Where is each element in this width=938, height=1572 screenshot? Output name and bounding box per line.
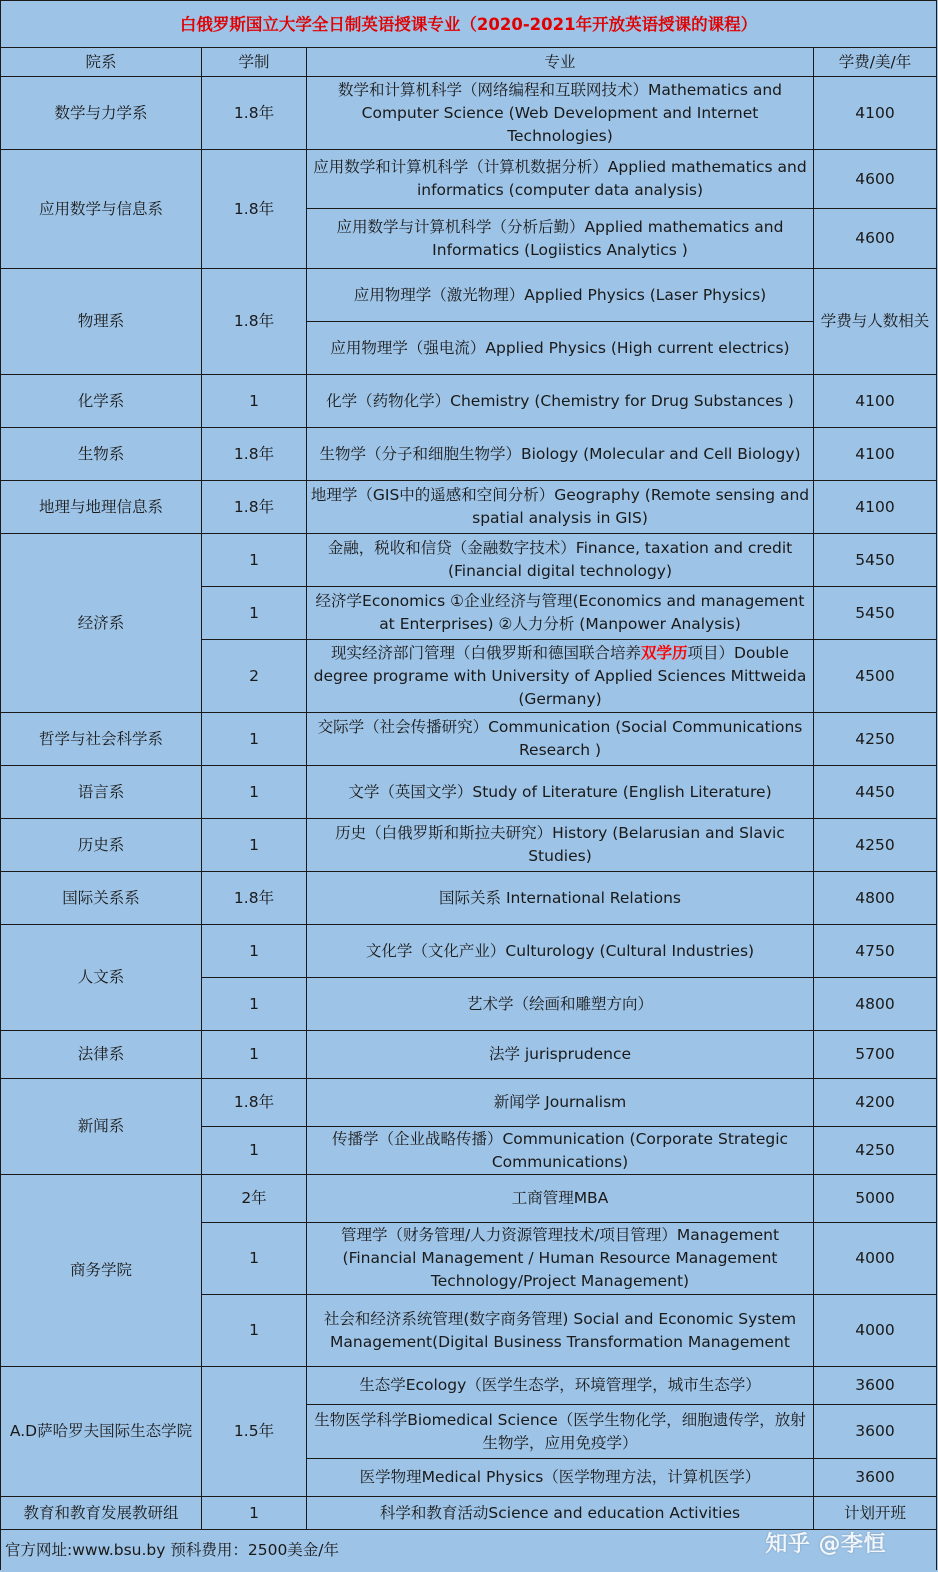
major-cell: 社会和经济系统管理(数字商务管理) Social and Economic System Management(Digital Business Transformation Management: [307, 1295, 814, 1367]
major-cell: 科学和教育活动Science and education Activities: [307, 1497, 814, 1530]
major-text-pre: 现实经济部门管理（白俄罗斯和德国联合培养: [331, 643, 642, 662]
header-fee: 学费/美/年: [814, 48, 937, 77]
duration-cell: 1: [202, 713, 307, 766]
major-cell: 应用数学与计算机科学（分析后勤）Applied mathematics and Informatics (Logiistics Analytics ): [307, 209, 814, 269]
duration-cell: 1: [202, 1127, 307, 1175]
dept-cell: 生物系: [1, 428, 202, 481]
duration-cell: 1: [202, 1223, 307, 1295]
table-row: [1, 375, 937, 428]
fee-cell: 3600: [814, 1459, 937, 1497]
dept-cell: 法律系: [1, 1031, 202, 1079]
fee-cell: 4000: [814, 1295, 937, 1367]
dept-cell: 经济系: [1, 534, 202, 713]
fee-cell: 4750: [814, 925, 937, 978]
major-cell: 历史（白俄罗斯和斯拉夫研究）History (Belarusian and Slavic Studies): [307, 819, 814, 872]
table-row: [1, 1367, 937, 1405]
major-cell: 医学物理Medical Physics（医学物理方法，计算机医学）: [307, 1459, 814, 1497]
major-cell: 数学和计算机科学（网络编程和互联网技术）Mathematics and Computer Science (Web Development and Internet Technologies): [307, 77, 814, 150]
header-row: [1, 48, 937, 77]
dept-cell: 人文系: [1, 925, 202, 1031]
table-title: 白俄罗斯国立大学全日制英语授课专业（2020-2021年开放英语授课的课程）: [1, 1, 937, 48]
major-cell: 工商管理MBA: [307, 1175, 814, 1223]
header-dept: 院系: [1, 48, 202, 77]
table-row: [1, 872, 937, 925]
fee-cell: 4800: [814, 872, 937, 925]
duration-cell: 1.8年: [202, 150, 307, 269]
major-cell: 管理学（财务管理/人力资源管理技术/项目管理）Management (Financial Management / Human Resource Management Technology/Project Management): [307, 1223, 814, 1295]
dept-cell: 地理与地理信息系: [1, 481, 202, 534]
table-row: [1, 766, 937, 819]
fee-cell: 4100: [814, 428, 937, 481]
dept-cell: 商务学院: [1, 1175, 202, 1367]
table-row: [1, 1031, 937, 1079]
duration-cell: 1: [202, 1031, 307, 1079]
table-row: [1, 150, 937, 209]
table-row: [1, 819, 937, 872]
duration-cell: 1: [202, 1497, 307, 1530]
table-row: [1, 925, 937, 978]
duration-cell: 1: [202, 534, 307, 587]
major-cell: 新闻学 Journalism: [307, 1079, 814, 1127]
duration-cell: 1.8年: [202, 428, 307, 481]
major-cell: 文学（英国文学）Study of Literature (English Literature): [307, 766, 814, 819]
duration-cell: 1: [202, 375, 307, 428]
major-cell: 应用物理学（激光物理）Applied Physics (Laser Physics): [307, 269, 814, 322]
duration-cell: 1.8年: [202, 269, 307, 375]
zhihu-watermark: 知乎 @李恒: [765, 1532, 886, 1557]
fee-cell: 4800: [814, 978, 937, 1031]
fee-cell: 计划开班: [814, 1497, 937, 1530]
fee-cell: 4250: [814, 713, 937, 766]
dept-cell: A.D萨哈罗夫国际生态学院: [1, 1367, 202, 1497]
dept-cell: 语言系: [1, 766, 202, 819]
table-row: [1, 269, 937, 322]
duration-cell: 1.8年: [202, 77, 307, 150]
table-row: [1, 1175, 937, 1223]
fee-cell: 4100: [814, 77, 937, 150]
duration-cell: 1: [202, 925, 307, 978]
fee-cell: 4600: [814, 150, 937, 209]
fee-cell: 5450: [814, 534, 937, 587]
double-degree-highlight: 双学历: [641, 643, 688, 662]
fee-cell: 5000: [814, 1175, 937, 1223]
fee-cell: 4100: [814, 375, 937, 428]
duration-cell: 1: [202, 1295, 307, 1367]
major-cell: 经济学Economics ①企业经济与管理(Economics and management at Enterprises) ②人力分析 (Manpower Analysis): [307, 587, 814, 640]
fee-cell: 4100: [814, 481, 937, 534]
duration-cell: 1: [202, 587, 307, 640]
major-cell: 艺术学（绘画和雕塑方向）: [307, 978, 814, 1031]
duration-cell: 1.8年: [202, 1079, 307, 1127]
table-row: [1, 1079, 937, 1127]
duration-cell: 1: [202, 766, 307, 819]
fee-cell: 4250: [814, 819, 937, 872]
footer-note: 官方网址:www.bsu.by 预科费用：2500美金/年: [1, 1530, 937, 1571]
fee-cell: 4600: [814, 209, 937, 269]
table-row: [1, 713, 937, 766]
major-cell: 生物医学科学Biomedical Science（医学生物化学，细胞遗传学，放射生物学，应用免疫学）: [307, 1405, 814, 1459]
major-cell: 地理学（GIS中的遥感和空间分析）Geography (Remote sensing and spatial analysis in GIS): [307, 481, 814, 534]
duration-cell: 1.5年: [202, 1367, 307, 1497]
major-cell: 交际学（社会传播研究）Communication (Social Communications Research ): [307, 713, 814, 766]
fee-cell: 4500: [814, 640, 937, 713]
fee-cell: 4200: [814, 1079, 937, 1127]
dept-cell: 国际关系系: [1, 872, 202, 925]
fee-cell: 4450: [814, 766, 937, 819]
dept-cell: 物理系: [1, 269, 202, 375]
dept-cell: 数学与力学系: [1, 77, 202, 150]
header-major: 专业: [307, 48, 814, 77]
major-cell: 生态学Ecology（医学生态学，环境管理学，城市生态学）: [307, 1367, 814, 1405]
header-duration: 学制: [202, 48, 307, 77]
fee-cell: 5450: [814, 587, 937, 640]
fee-cell: 3600: [814, 1367, 937, 1405]
table-row: [1, 481, 937, 534]
duration-cell: 1: [202, 978, 307, 1031]
major-cell: 应用物理学（强电流）Applied Physics (High current electrics): [307, 322, 814, 375]
dept-cell: 化学系: [1, 375, 202, 428]
major-cell: 生物学（分子和细胞生物学）Biology (Molecular and Cell Biology): [307, 428, 814, 481]
table-row: [1, 534, 937, 587]
major-cell: [307, 640, 814, 713]
major-cell: 法学 jurisprudence: [307, 1031, 814, 1079]
dept-cell: 新闻系: [1, 1079, 202, 1175]
major-text-post: 项目）Double degree programe with University of Applied Sciences Mittweida (Germany): [313, 643, 807, 708]
duration-cell: 2: [202, 640, 307, 713]
major-cell: 传播学（企业战略传播）Communication (Corporate Strategic Communications): [307, 1127, 814, 1175]
dept-cell: 教育和教育发展教研组: [1, 1497, 202, 1530]
duration-cell: 1.8年: [202, 481, 307, 534]
dept-cell: 应用数学与信息系: [1, 150, 202, 269]
fee-cell: 5700: [814, 1031, 937, 1079]
duration-cell: 1.8年: [202, 872, 307, 925]
major-cell: 国际关系 International Relations: [307, 872, 814, 925]
major-cell: 应用数学和计算机科学（计算机数据分析）Applied mathematics and informatics (computer data analysis): [307, 150, 814, 209]
table-row: [1, 77, 937, 150]
fee-cell: 4000: [814, 1223, 937, 1295]
fee-cell: 学费与人数相关: [814, 269, 937, 375]
fee-cell: 3600: [814, 1405, 937, 1459]
duration-cell: 2年: [202, 1175, 307, 1223]
major-cell: 金融，税收和信贷（金融数字技术）Finance, taxation and credit (Financial digital technology): [307, 534, 814, 587]
duration-cell: 1: [202, 819, 307, 872]
dept-cell: 哲学与社会科学系: [1, 713, 202, 766]
major-cell: 化学（药物化学）Chemistry (Chemistry for Drug Substances ): [307, 375, 814, 428]
major-cell: 文化学（文化产业）Culturology (Cultural Industries): [307, 925, 814, 978]
dept-cell: 历史系: [1, 819, 202, 872]
table-row: [1, 1497, 937, 1530]
fee-cell: 4250: [814, 1127, 937, 1175]
table-row: [1, 428, 937, 481]
